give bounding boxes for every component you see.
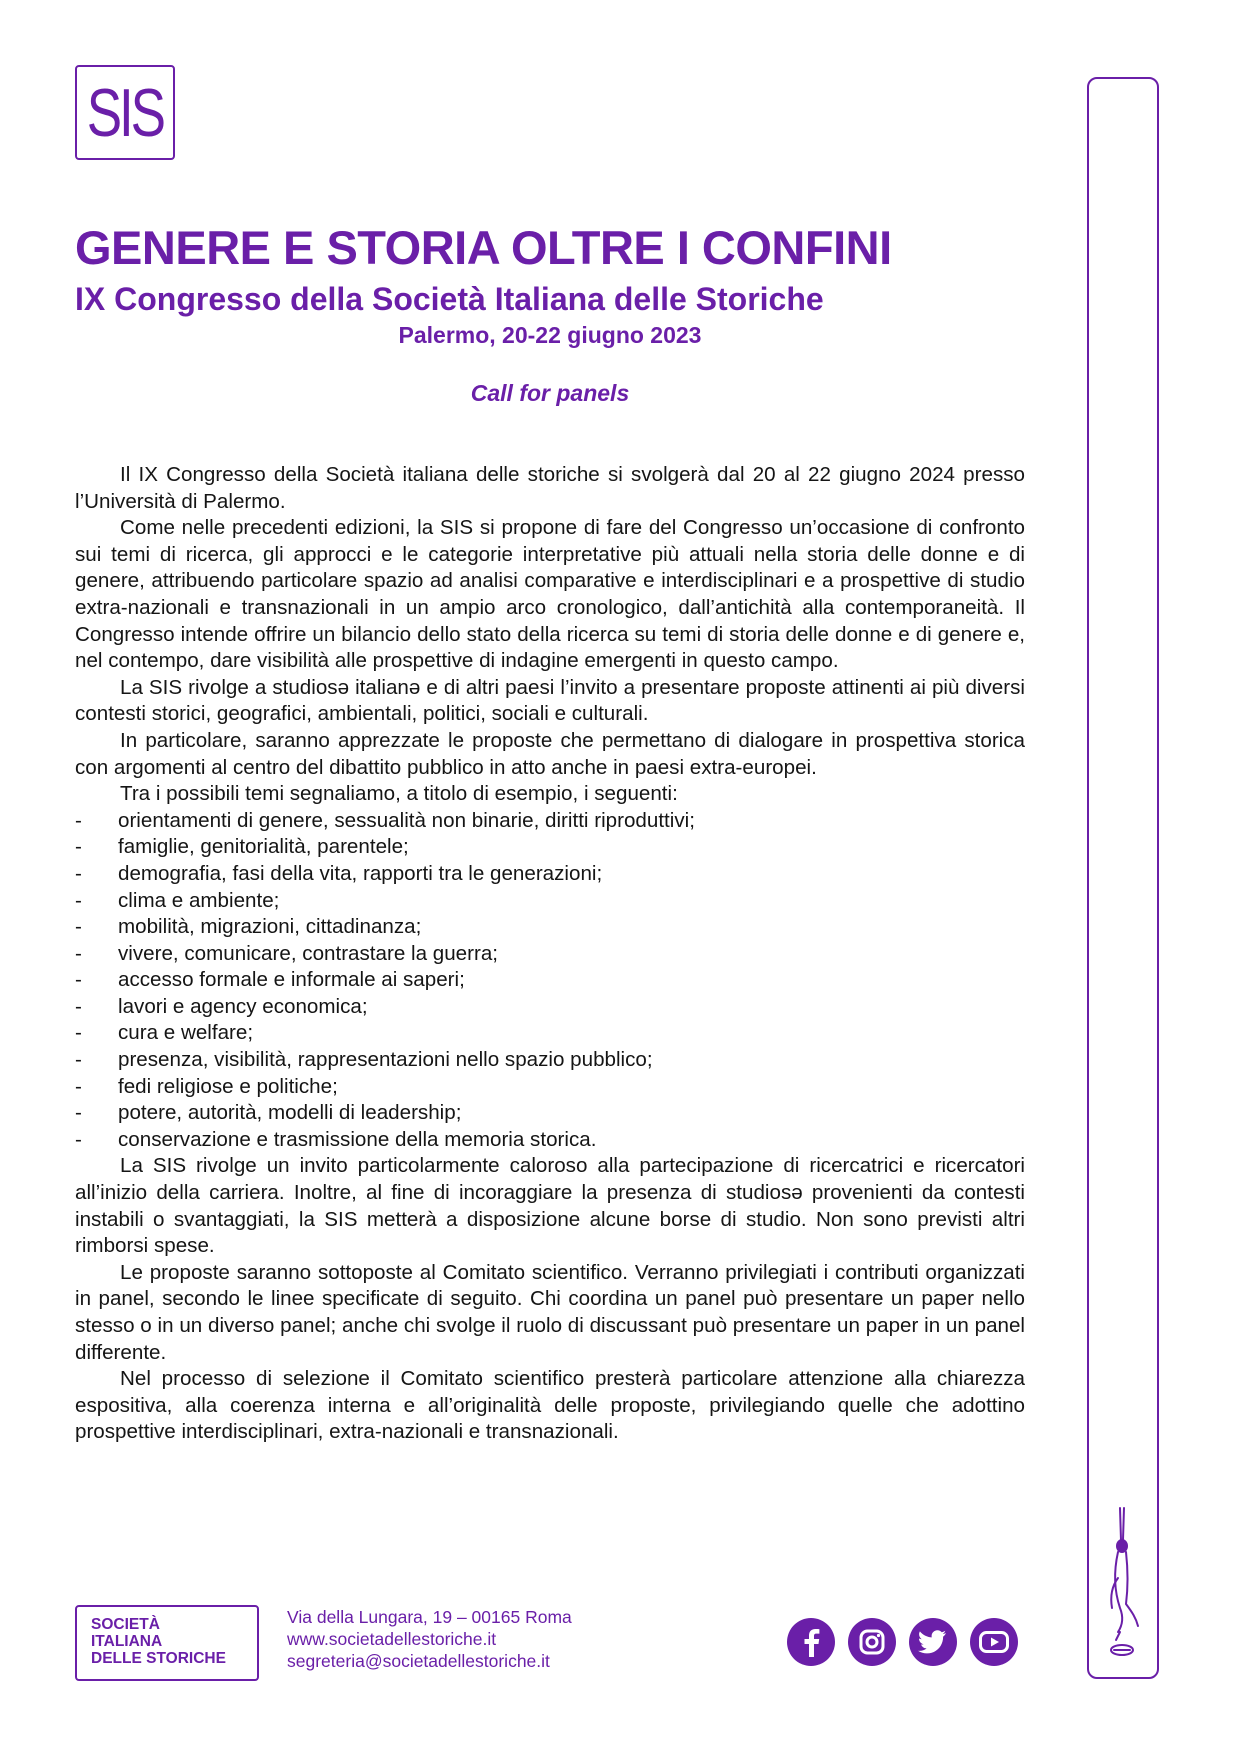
paragraph: Il IX Congresso della Società italiana delle storiche si svolgerà dal 20 al 22 giugno 2024 presso l’Università di Palermo.	[75, 463, 1025, 513]
diver-figure-icon	[1098, 1500, 1148, 1660]
badge-line: DELLE STORICHE	[91, 1650, 226, 1667]
logo-text: SIS	[86, 74, 164, 151]
list-item: - potere, autorità, modelli di leadership;	[75, 1100, 1025, 1127]
paragraph: Le proposte saranno sottoposte al Comitato scientifico. Verranno privilegiati i contributi organizzati in panel, secondo le linee specificate di seguito. Chi coordina un panel può presentare un paper nello stesso o in un diverso panel; anche chi svolge il ruolo di discussant può presentare un paper in un panel differente.	[75, 1260, 1025, 1364]
paragraph: La SIS rivolge un invito particolarmente caloroso alla partecipazione di ricercatrici e ricercatori all’inizio della carriera. Inoltre, al fine di incoraggiare la presenza di studiosə provenienti da contesti instabili o svantaggiati, la SIS metterà a disposizione alcune borse di studio. Non sono previsti altri rimborsi spese.	[75, 1154, 1025, 1258]
sis-logo	[75, 65, 175, 160]
paragraph: In particolare, saranno apprezzate le proposte che permettano di dialogare in prospettiva storica con argomenti al centro del dibattito pubblico in atto anche in paesi extra-europei.	[75, 728, 1025, 779]
list-item: - cura e welfare;	[75, 1020, 1025, 1047]
list-item: - conservazione e trasmissione della memoria storica.	[75, 1127, 1025, 1154]
social-links	[787, 1618, 1018, 1666]
list-item: - mobilità, migrazioni, cittadinanza;	[75, 914, 1025, 941]
footer-address: Via della Lungara, 19 – 00165 Roma	[287, 1607, 572, 1627]
twitter-icon[interactable]	[909, 1618, 957, 1666]
facebook-icon[interactable]	[787, 1618, 835, 1666]
list-item: - famiglie, genitorialità, parentele;	[75, 834, 1025, 861]
paragraph: Nel processo di selezione il Comitato scientifico presterà particolare attenzione alla chiarezza espositiva, alla coerenza interna e all’originalità delle proposte, privilegiando quelle che adottino prospettive interdisciplinari, extra-nazionali e transnazionali.	[75, 1367, 1025, 1444]
call-for-panels-heading: Call for panels	[470, 380, 630, 406]
footer-website-link[interactable]: www.societadellestoriche.it	[287, 1629, 497, 1649]
youtube-icon[interactable]	[970, 1618, 1018, 1666]
list-item: - presenza, visibilità, rappresentazioni nello spazio pubblico;	[75, 1047, 1025, 1074]
badge-line: SOCIETÀ	[91, 1616, 160, 1633]
paragraph: Come nelle precedenti edizioni, la SIS si propone di fare del Congresso un’occasione di confronto sui temi di ricerca, gli approcci e le categorie interpretative più attuali nella storia delle donne e di genere, attribuendo particolare spazio ad analisi comparative e interdisciplinari e a prospettive di studio extra-nazionali e transnazionali in un ampio arco cronologico, dall’antichità alla contemporaneità. Il Congresso intende offrire un bilancio dello stato della ricerca su temi di storia delle donne e di genere e, nel contempo, dare visibilità alle prospettive di indagine emergenti in questo campo.	[75, 516, 1025, 673]
list-item: - clima e ambiente;	[75, 888, 1025, 915]
document-subtitle: IX Congresso della Società Italiana delle Storiche	[75, 281, 824, 317]
topics-list	[75, 808, 1025, 1154]
document-title: GENERE E STORIA OLTRE I CONFINI	[75, 221, 892, 274]
badge-line: ITALIANA	[91, 1633, 163, 1650]
paragraph: Tra i possibili temi segnaliamo, a titolo di esempio, i seguenti:	[120, 782, 678, 806]
footer-email-link[interactable]: segreteria@societadellestoriche.it	[287, 1651, 550, 1671]
list-item: - orientamenti di genere, sessualità non binarie, diritti riproduttivi;	[75, 808, 1025, 835]
footer-contacts	[287, 1606, 572, 1672]
list-item: - accesso formale e informale ai saperi;	[75, 967, 1025, 994]
event-dateline: Palermo, 20-22 giugno 2023	[398, 322, 702, 348]
footer-society-badge	[75, 1605, 259, 1681]
paragraph: La SIS rivolge a studiosə italianə e di altri paesi l’invito a presentare proposte attinenti ai più diversi contesti storici, geografici, ambientali, politici, sociali e culturali.	[75, 675, 1025, 726]
body-text	[75, 462, 1025, 1446]
list-item: - vivere, comunicare, contrastare la guerra;	[75, 941, 1025, 968]
list-item: - demografia, fasi della vita, rapporti tra le generazioni;	[75, 861, 1025, 888]
instagram-icon[interactable]	[848, 1618, 896, 1666]
decorative-side-bar	[1087, 77, 1159, 1679]
list-item: - fedi religiose e politiche;	[75, 1074, 1025, 1101]
list-item: - lavori e agency economica;	[75, 994, 1025, 1021]
